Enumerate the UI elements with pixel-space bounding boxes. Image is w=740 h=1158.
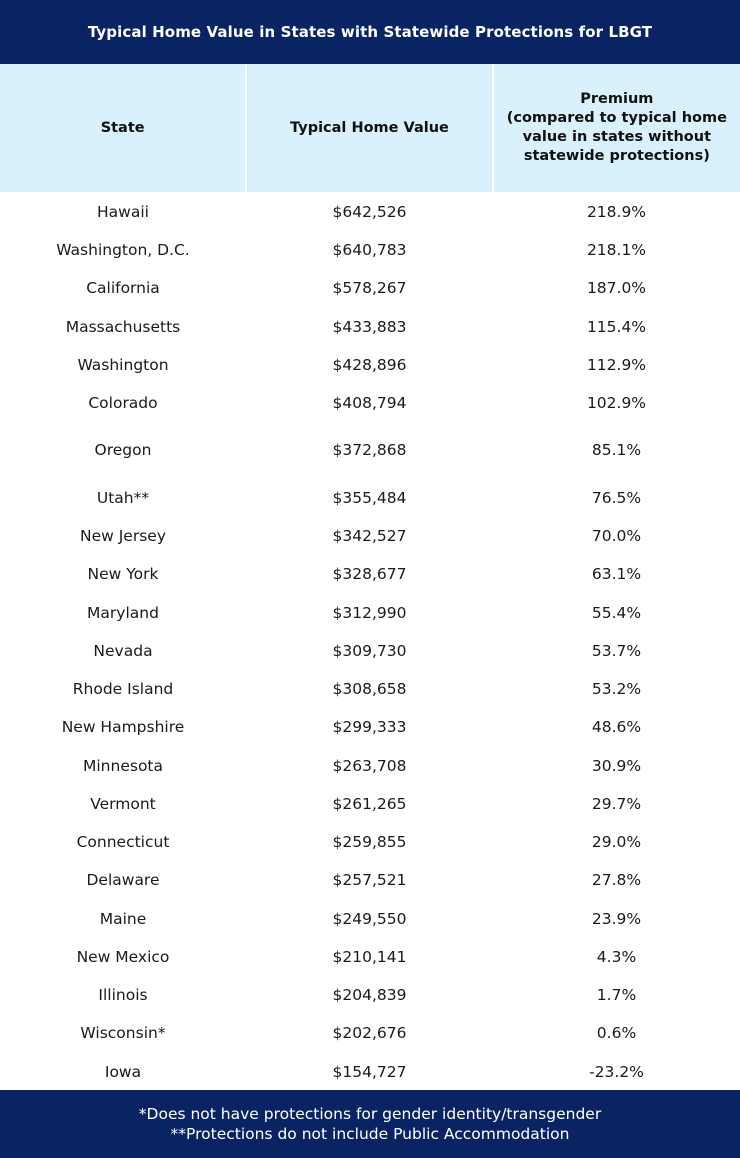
home-value-cell: $261,265 bbox=[332, 795, 407, 813]
premium-cell: 27.8% bbox=[591, 871, 642, 889]
state-cell: New Hampshire bbox=[61, 718, 185, 736]
column-header-home-value: Typical Home Value bbox=[247, 64, 491, 192]
home-value-cell: $578,267 bbox=[332, 279, 407, 297]
table-row bbox=[0, 1053, 740, 1091]
state-cell: Connecticut bbox=[76, 833, 170, 851]
home-value-cell: $328,677 bbox=[332, 565, 407, 583]
state-cell: Minnesota bbox=[83, 757, 163, 775]
premium-cell: 115.4% bbox=[586, 318, 647, 336]
premium-cell: 112.9% bbox=[586, 356, 647, 374]
home-value-cell: $312,990 bbox=[332, 604, 407, 622]
state-cell: Washington bbox=[77, 356, 169, 374]
premium-cell: -23.2% bbox=[589, 1063, 644, 1081]
table-title: Typical Home Value in States with Statewide Protections for LBGT bbox=[0, 0, 740, 64]
premium-cell: 102.9% bbox=[586, 394, 647, 412]
column-header-row bbox=[0, 64, 740, 192]
home-value-cell: $308,658 bbox=[332, 680, 407, 698]
premium-cell: 85.1% bbox=[591, 441, 642, 459]
table-row bbox=[0, 823, 740, 861]
state-cell: New York bbox=[87, 565, 159, 583]
table-row bbox=[0, 193, 740, 231]
table-row bbox=[0, 346, 740, 384]
premium-cell: 63.1% bbox=[591, 565, 642, 583]
home-value-cell: $210,141 bbox=[332, 948, 407, 966]
premium-cell: 29.0% bbox=[591, 833, 642, 851]
state-cell: Illinois bbox=[98, 986, 148, 1004]
premium-cell: 218.1% bbox=[586, 241, 647, 259]
state-cell: New Jersey bbox=[80, 527, 166, 545]
table-row bbox=[0, 900, 740, 938]
table-row bbox=[0, 384, 740, 422]
home-value-cell: $433,883 bbox=[332, 318, 407, 336]
state-cell: California bbox=[86, 279, 160, 297]
state-cell: Washington, D.C. bbox=[56, 241, 190, 259]
state-cell: Maryland bbox=[87, 604, 159, 622]
home-value-cell: $355,484 bbox=[332, 489, 407, 507]
premium-cell: 53.7% bbox=[591, 642, 642, 660]
table-row bbox=[0, 555, 740, 593]
state-cell: New Mexico bbox=[76, 948, 170, 966]
premium-cell: 218.9% bbox=[586, 203, 647, 221]
state-cell: Vermont bbox=[90, 795, 156, 813]
state-cell: Massachusetts bbox=[65, 318, 181, 336]
state-cell: Hawaii bbox=[97, 203, 149, 221]
premium-cell: 0.6% bbox=[596, 1024, 637, 1042]
column-header-premium: Premium (compared to typical home value in states without statewide protections) bbox=[494, 64, 740, 192]
premium-cell: 187.0% bbox=[586, 279, 647, 297]
premium-cell: 70.0% bbox=[591, 527, 642, 545]
home-value-cell: $642,526 bbox=[332, 203, 407, 221]
home-value-cell: $428,896 bbox=[332, 356, 407, 374]
table-row bbox=[0, 785, 740, 823]
home-value-cell: $299,333 bbox=[332, 718, 407, 736]
table-row bbox=[0, 1014, 740, 1052]
state-cell: Rhode Island bbox=[72, 680, 174, 698]
home-value-cell: $257,521 bbox=[332, 871, 407, 889]
state-cell: Delaware bbox=[86, 871, 160, 889]
table-row bbox=[0, 632, 740, 670]
home-value-cell: $249,550 bbox=[332, 910, 407, 928]
premium-cell: 23.9% bbox=[591, 910, 642, 928]
table-row bbox=[0, 308, 740, 346]
premium-cell: 29.7% bbox=[591, 795, 642, 813]
state-cell: Maine bbox=[99, 910, 147, 928]
table-row bbox=[0, 231, 740, 269]
table-row bbox=[0, 861, 740, 899]
home-value-cell: $372,868 bbox=[332, 441, 407, 459]
state-cell: Wisconsin* bbox=[80, 1024, 166, 1042]
home-value-cell: $154,727 bbox=[332, 1063, 407, 1081]
table-row bbox=[0, 269, 740, 307]
footnote-1: *Does not have protections for gender identity/transgender bbox=[138, 1105, 602, 1123]
table-row bbox=[0, 594, 740, 632]
premium-cell: 1.7% bbox=[596, 986, 637, 1004]
home-value-cell: $263,708 bbox=[332, 757, 407, 775]
home-value-cell: $204,839 bbox=[332, 986, 407, 1004]
home-value-cell: $202,676 bbox=[332, 1024, 407, 1042]
home-value-cell: $640,783 bbox=[332, 241, 407, 259]
premium-cell: 30.9% bbox=[591, 757, 642, 775]
table-row bbox=[0, 976, 740, 1014]
footnote-2: **Protections do not include Public Accommodation bbox=[170, 1125, 570, 1143]
footnotes bbox=[0, 1090, 740, 1158]
column-header-state: State bbox=[0, 64, 245, 192]
state-cell: Iowa bbox=[104, 1063, 142, 1081]
table-row bbox=[0, 479, 740, 517]
table-row bbox=[0, 431, 740, 469]
premium-cell: 4.3% bbox=[596, 948, 637, 966]
home-value-cell: $259,855 bbox=[332, 833, 407, 851]
home-value-cell: $408,794 bbox=[332, 394, 407, 412]
premium-cell: 53.2% bbox=[591, 680, 642, 698]
premium-cell: 55.4% bbox=[591, 604, 642, 622]
premium-cell: 76.5% bbox=[591, 489, 642, 507]
table-row bbox=[0, 747, 740, 785]
table-row bbox=[0, 670, 740, 708]
state-cell: Utah** bbox=[96, 489, 150, 507]
table-row bbox=[0, 708, 740, 746]
state-cell: Oregon bbox=[94, 441, 152, 459]
table-row bbox=[0, 517, 740, 555]
home-value-cell: $342,527 bbox=[332, 527, 407, 545]
state-cell: Nevada bbox=[93, 642, 153, 660]
premium-cell: 48.6% bbox=[591, 718, 642, 736]
table-row bbox=[0, 938, 740, 976]
home-value-cell: $309,730 bbox=[332, 642, 407, 660]
state-cell: Colorado bbox=[88, 394, 158, 412]
